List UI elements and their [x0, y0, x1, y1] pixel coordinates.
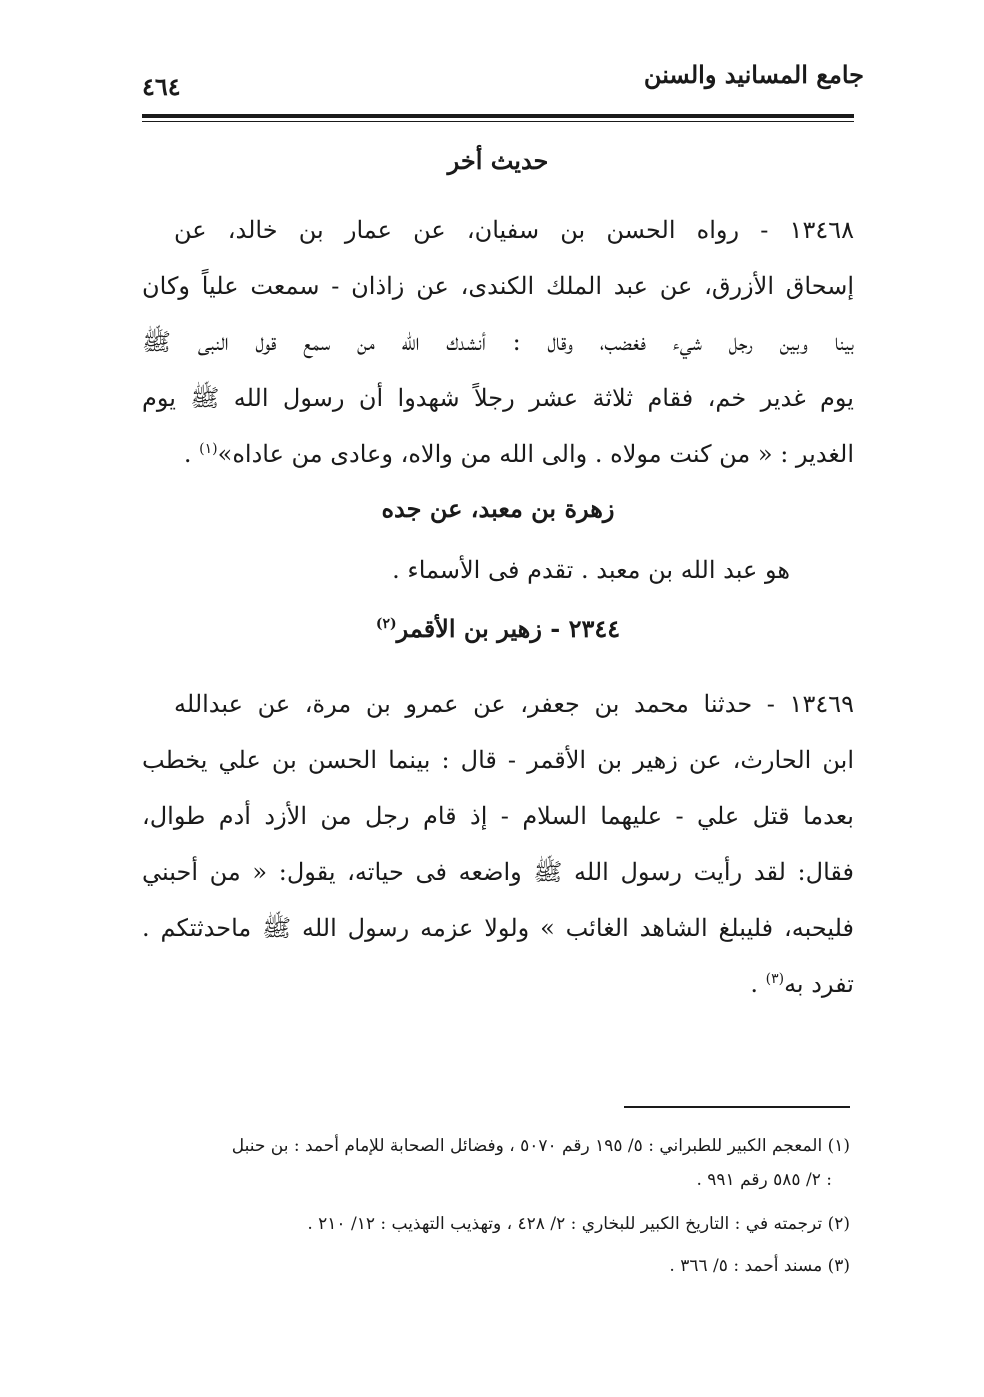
footnote-separator	[624, 1106, 850, 1108]
paragraph-line: إسحاق الأزرق، عن عبد الملك الكندى، عن زاذان - سمعت علياً وكان	[142, 272, 854, 300]
paragraph-line	[142, 956, 854, 1012]
section-heading-text: ٢٣٤٤ - زهير بن الأقمر	[396, 614, 621, 643]
footnote-ref-3: (٣)	[765, 971, 785, 987]
header-rule	[142, 114, 854, 122]
hadith-13469-paragraph	[142, 676, 854, 1012]
paragraph-line: يوم غدير خم، فقام ثلاثة عشر رجلاً شهدوا أن رسول الله ﷺ يوم	[142, 384, 854, 412]
hadith-13468-paragraph	[142, 202, 854, 482]
paragraph-line: ١٣٤٦٩ - حدثنا محمد بن جعفر، عن عمرو بن مرة، عن عبدالله	[174, 690, 854, 718]
footnote-1-continuation: : ٢/ ٥٨٥ رقم ٩٩١ .	[696, 1170, 832, 1190]
paragraph-line: فقال: لقد رأيت رسول الله ﷺ واضعه فى حياته، يقول: « من أحبني	[142, 858, 854, 886]
paragraph-line-text: الغدير : « من كنت مولاه . والى الله من والاه، وعادى من عاداه»	[217, 440, 854, 468]
line-end-mark: .	[183, 440, 200, 468]
footnote-1: (١) المعجم الكبير للطبراني : ٥/ ١٩٥ رقم ٥٠٧٠ ، وفضائل الصحابة للإمام أحمد : بن حنبل	[231, 1136, 850, 1156]
page-number: ٤٦٤	[142, 72, 181, 101]
footnote-3: (٣) مسند أحمد : ٥/ ٣٦٦ .	[669, 1256, 850, 1276]
footnote-2: (٢) ترجمته في : التاريخ الكبير للبخاري : ٢/ ٤٢٨ ، وتهذيب التهذيب : ١٢/ ٢١٠ .	[307, 1214, 850, 1234]
line-end-mark: .	[750, 970, 766, 998]
section-heading-zuhair	[142, 614, 854, 643]
zahra-note-text: هو عبد الله بن معبد . تقدم فى الأسماء .	[392, 556, 790, 584]
paragraph-line: ابن الحارث، عن زهير بن الأقمر - قال : بينما الحسن بن علي يخطب	[142, 746, 854, 774]
paragraph-line: بعدما قتل علي - عليهما السلام - إذ قام رجل من الأزد أدم طوال،	[142, 802, 854, 830]
footnote-ref-1: (١)	[199, 441, 218, 457]
section-heading-zahra: زهرة بن معبد، عن جده	[381, 494, 615, 523]
paragraph-line	[142, 426, 854, 482]
paragraph-line: بينا وبين رجل شيء فغضب، وقال : أنشدك الله من سمع قول النبى ﷺ	[142, 328, 854, 356]
paragraph-line-text: تفرد به	[784, 970, 854, 998]
paragraph-line: فليحبه، فليبلغ الشاهد الغائب » ولولا عزمه رسول الله ﷺ ماحدثتكم .	[142, 914, 854, 942]
footnote-ref-2: (٢)	[375, 616, 397, 632]
running-title: جامع المسانيد والسنن	[643, 60, 864, 89]
paragraph-line: ١٣٤٦٨ - رواه الحسن بن سفيان، عن عمار بن خالد، عن	[174, 216, 854, 244]
section-heading-hadith-akhar: حديث أخر	[447, 146, 549, 175]
